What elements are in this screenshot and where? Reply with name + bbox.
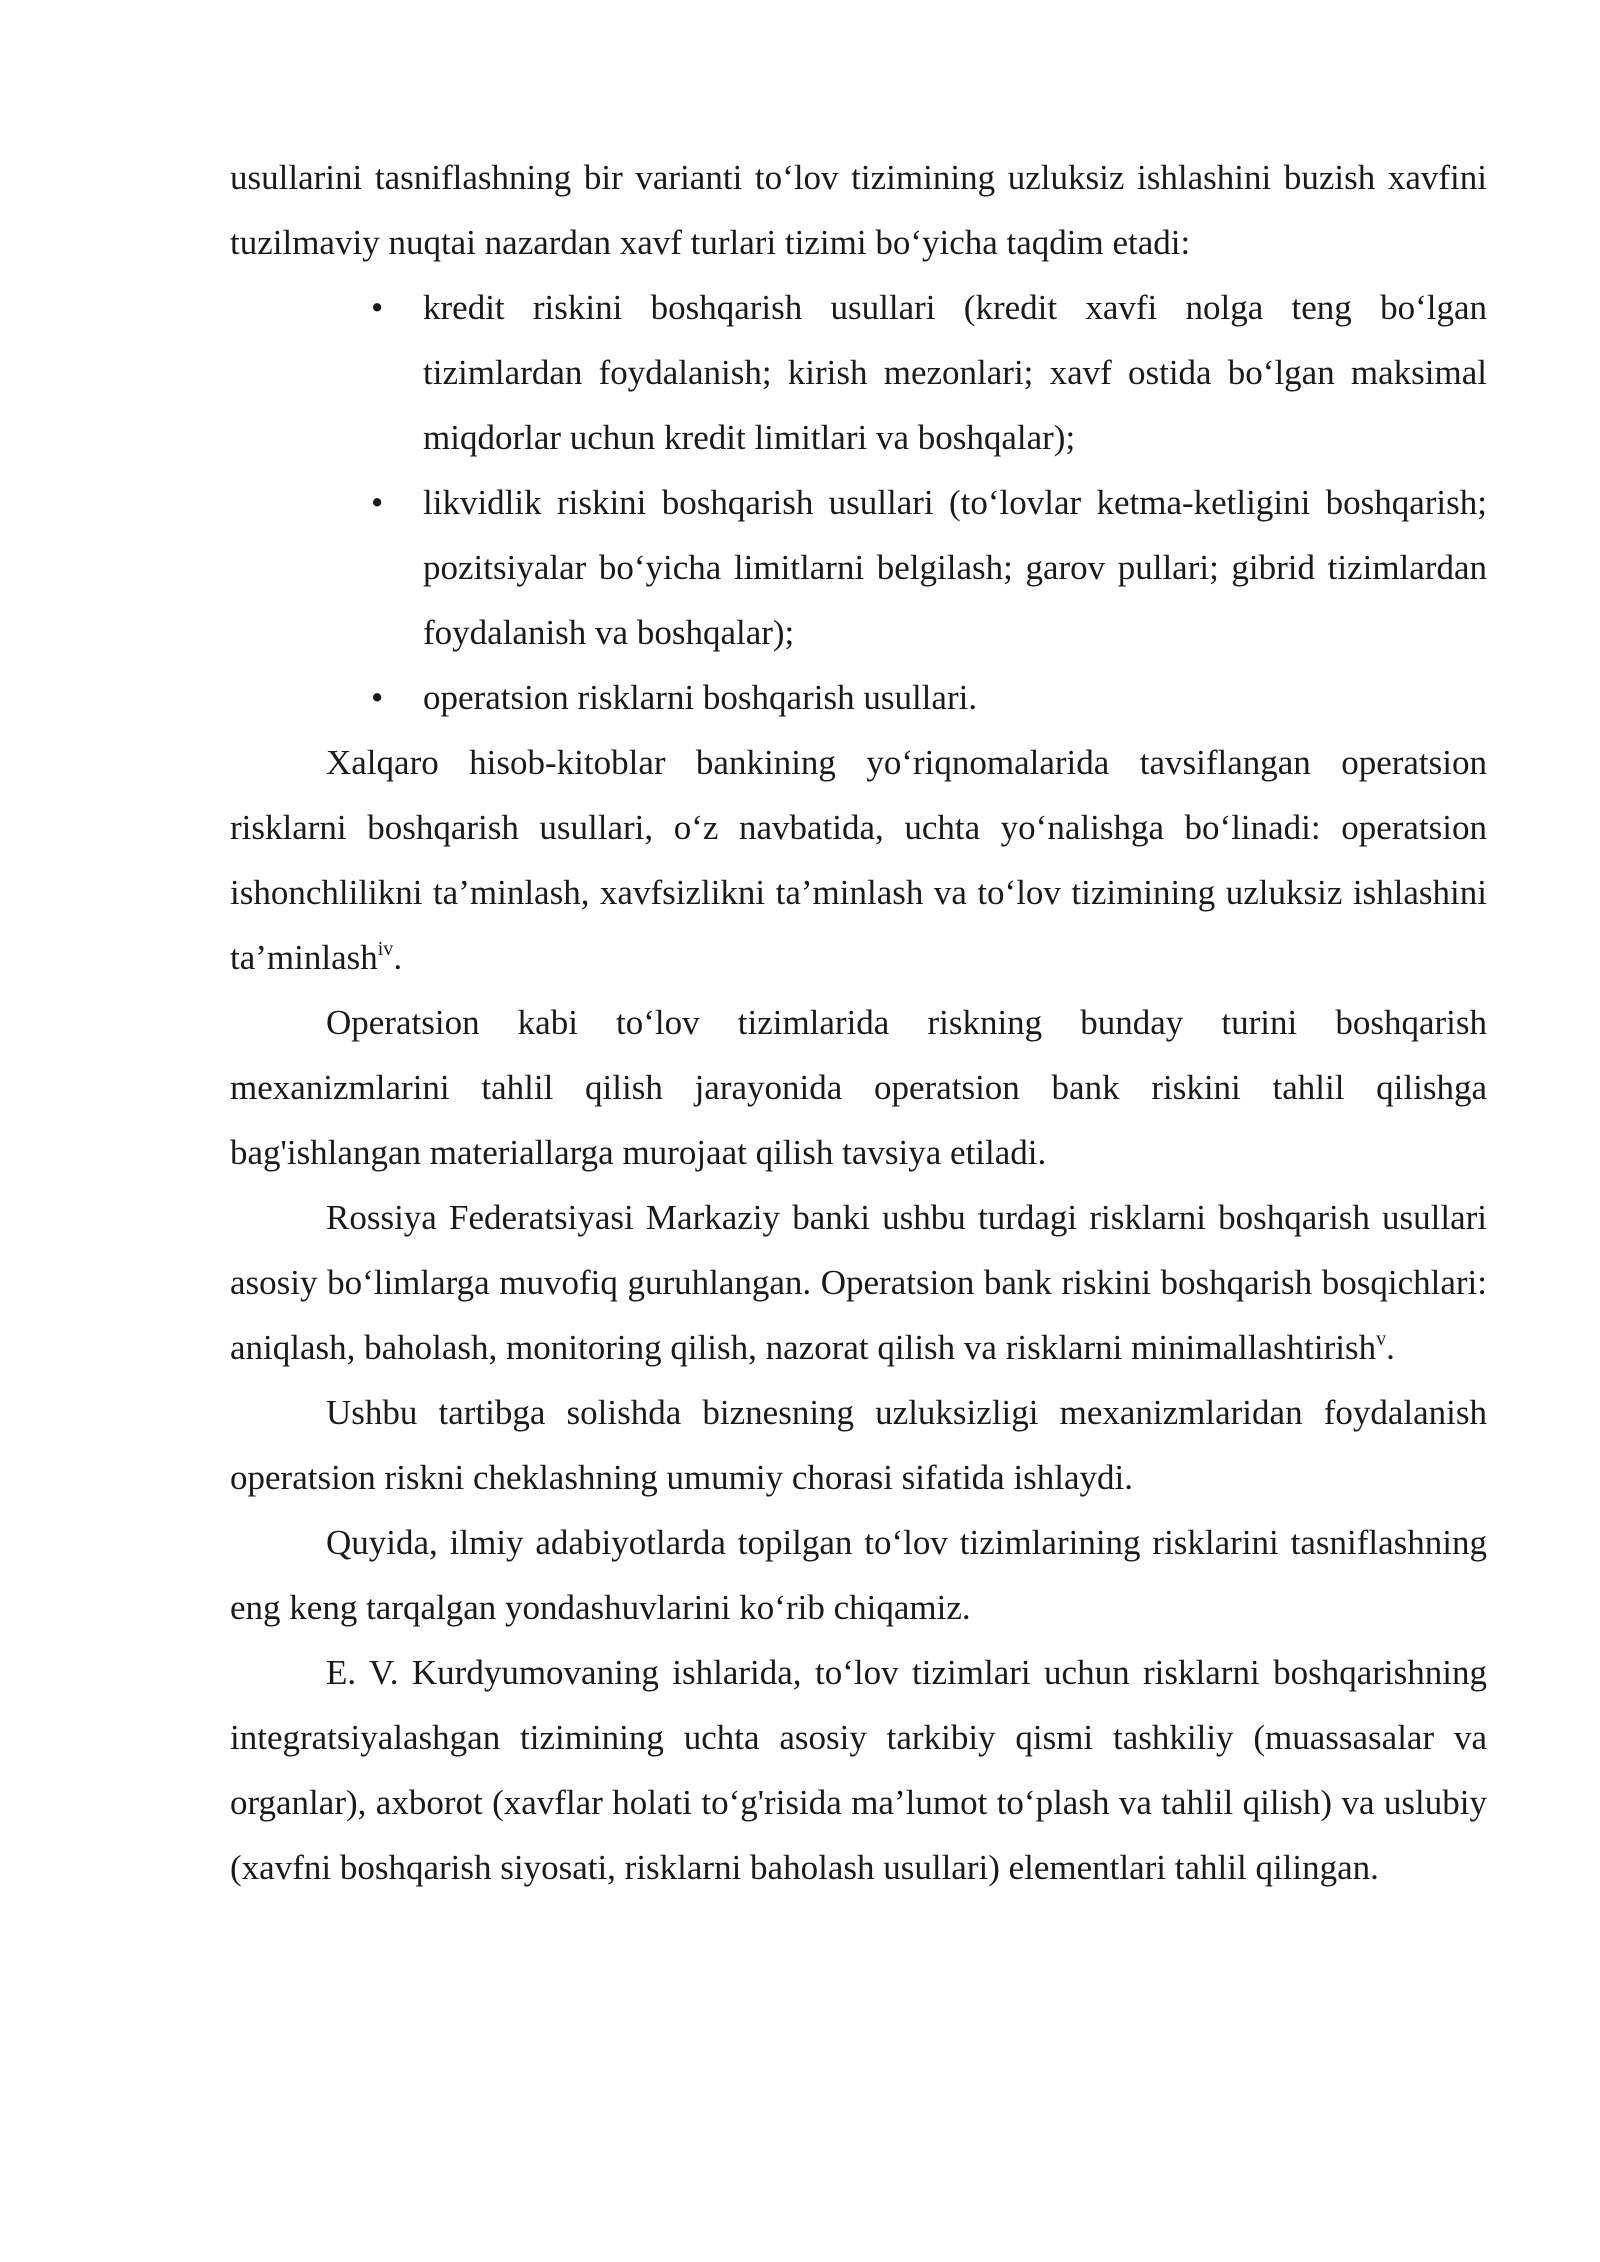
list-item <box>371 275 1487 470</box>
list-item-text: operatsion risklarni boshqarish usullari. <box>423 678 978 717</box>
paragraph-end: . <box>393 938 403 977</box>
endnote-marker[interactable]: iv <box>377 938 394 960</box>
bullet-icon: • <box>371 483 384 522</box>
document-page <box>230 145 1487 1900</box>
list-item-text: kredit riskini boshqarish usullari (kredit xavfi nolga teng bo‘lgan tizimlardan foydalanish; kirish mezonlari; xavf ostida bo‘lgan maksimal miqdorlar uchun kredit limitlari va boshqalar); <box>423 288 1487 457</box>
bullet-icon: • <box>371 678 384 717</box>
risk-methods-list <box>230 275 1487 730</box>
paragraph-operational-risk: Operatsion kabi to‘lov tizimlarida riskning bunday turini boshqarish mexanizmlarini tahlil qilish jarayonida operatsion bank riskini tahlil qilishga bag'ishlangan materiallarga murojaat qilish tavsiya etiladi. <box>230 1003 1487 1172</box>
paragraph-end: . <box>1386 1328 1395 1367</box>
paragraph-bis-guidelines <box>230 730 1487 990</box>
list-item <box>371 665 1487 730</box>
list-item <box>371 470 1487 665</box>
bullet-icon: • <box>371 288 384 327</box>
paragraph-central-bank <box>230 1185 1487 1380</box>
paragraph-text: Xalqaro hisob-kitoblar bankining yo‘riqnomalarida tavsiflangan operatsion risklarni boshqarish usullari, o‘z navbatida, uchta yo‘nalishga bo‘linadi: operatsion ishonchlilikni ta’minlash, xavfsizlikni ta’minlash va to‘lov tizimining uzluksiz ishlashini ta’minlash <box>230 743 1487 977</box>
endnote-marker[interactable]: v <box>1376 1328 1387 1350</box>
list-item-text: likvidlik riskini boshqarish usullari (to‘lovlar ketma-ketligini boshqarish; pozitsiyalar bo‘yicha limitlarni belgilash; garov pullari; gibrid tizimlardan foydalanish va boshqalar); <box>423 483 1487 652</box>
paragraph-kurdyumova: E. V. Kurdyumovaning ishlarida, to‘lov tizimlari uchun risklarni boshqarishning integratsiyalashgan tizimining uchta asosiy tarkibiy qismi tashkiliy (muassasalar va organlar), axborot (xavflar holati to‘g'risida ma’lumot to‘plash va tahlil qilish) va uslubiy (xavfni boshqarish siyosati, risklarni baholash usullari) elementlari tahlil qilingan. <box>230 1653 1487 1887</box>
paragraph-business-continuity: Ushbu tartibga solishda biznesning uzluksizligi mexanizmlaridan foydalanish operatsion riskni cheklashning umumiy chorasi sifatida ishlaydi. <box>230 1393 1487 1497</box>
paragraph-approaches: Quyida, ilmiy adabiyotlarda topilgan to‘lov tizimlarining risklarini tasniflashning eng keng tarqalgan yondashuvlarini ko‘rib chiqamiz. <box>230 1523 1487 1627</box>
intro-paragraph: usullarini tasniflashning bir varianti to‘lov tizimining uzluksiz ishlashini buzish xavfini tuzilmaviy nuqtai nazardan xavf turlari tizimi bo‘yicha taqdim etadi: <box>230 158 1487 262</box>
paragraph-text: Rossiya Federatsiyasi Markaziy banki ushbu turdagi risklarni boshqarish usullari asosiy bo‘limlarga muvofiq guruhlangan. Operatsion bank riskini boshqarish bosqichlari: aniqlash, baholash, monitoring qilish, nazorat qilish va risklarni minimallashtirish <box>230 1198 1487 1367</box>
